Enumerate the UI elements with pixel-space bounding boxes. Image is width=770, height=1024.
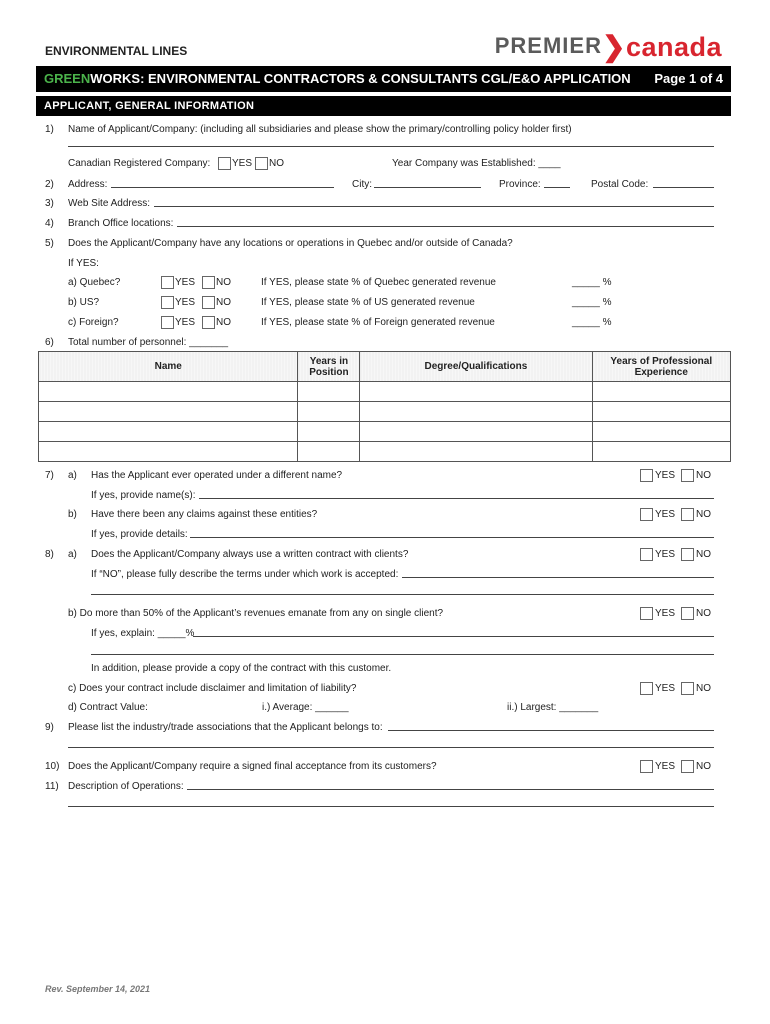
q10-label: Does the Applicant/Company require a signed final acceptance from its customers?: [68, 761, 437, 772]
branch-office-field[interactable]: [177, 226, 714, 227]
q10-yes-checkbox[interactable]: [640, 760, 653, 773]
q8b-label: b) Do more than 50% of the Applicant’s revenues emanate from any on single client?: [68, 608, 444, 619]
logo-swoosh-icon: ❯: [601, 31, 626, 62]
if-yes-label: If YES:: [68, 258, 99, 269]
us-yes-checkbox[interactable]: [161, 296, 174, 309]
contract-average-field[interactable]: i.) Average: ______: [262, 702, 349, 713]
contract-terms-field-2[interactable]: [91, 594, 714, 595]
applicant-name-field[interactable]: [68, 146, 714, 147]
quebec-yes-checkbox[interactable]: [161, 276, 174, 289]
branch-office-label: Branch Office locations:: [68, 218, 174, 229]
table-row: [39, 382, 731, 402]
claims-details-field[interactable]: [190, 537, 714, 538]
q11-label: Description of Operations:: [68, 781, 184, 792]
q8a-yes-checkbox[interactable]: [640, 548, 653, 561]
revision-date: Rev. September 14, 2021: [45, 984, 151, 994]
associations-field-2[interactable]: [68, 747, 714, 748]
foreign-pct-field[interactable]: _____ %: [572, 317, 612, 328]
q8c-yes-checkbox[interactable]: [640, 682, 653, 695]
q7b-label: Have there been any claims against these entities?: [91, 509, 318, 520]
city-field[interactable]: [374, 187, 481, 188]
year-established-field[interactable]: Year Company was Established: ____: [392, 158, 561, 169]
q8b-yes-checkbox[interactable]: [640, 607, 653, 620]
associations-field[interactable]: [388, 730, 714, 731]
city-label: City:: [352, 179, 372, 190]
q8c-no-checkbox[interactable]: [681, 682, 694, 695]
quebec-pct-field[interactable]: _____ %: [572, 277, 612, 288]
form-title-bar: [36, 66, 731, 92]
environmental-lines-label: ENVIRONMENTAL LINES: [45, 44, 188, 58]
postal-code-label: Postal Code:: [591, 179, 649, 190]
foreign-no-checkbox[interactable]: [202, 316, 215, 329]
table-row: [39, 442, 731, 462]
previous-names-field[interactable]: [199, 498, 714, 499]
col-years-position: Years in Position: [298, 352, 360, 382]
table-row: [39, 422, 731, 442]
form-title: GREENWORKS: ENVIRONMENTAL CONTRACTORS & CONSULTANTS CGL/E&O APPLICATION: [44, 71, 631, 86]
quebec-no-checkbox[interactable]: [202, 276, 215, 289]
q8b-no-checkbox[interactable]: [681, 607, 694, 620]
canadian-no-checkbox[interactable]: [255, 157, 268, 170]
q9-label: Please list the industry/trade associations that the Applicant belongs to:: [68, 722, 383, 733]
q8a-label: Does the Applicant/Company always use a written contract with clients?: [91, 549, 409, 560]
col-years-experience: Years of Professional Experience: [592, 352, 731, 382]
operations-field[interactable]: [187, 789, 714, 790]
q7a-yes-checkbox[interactable]: [640, 469, 653, 482]
q8a-no-checkbox[interactable]: [681, 548, 694, 561]
q5-label: Does the Applicant/Company have any locations or operations in Quebec and/or outside of Canada?: [68, 238, 513, 249]
col-degree: Degree/Qualifications: [360, 352, 592, 382]
page-indicator: Page 1 of 4: [654, 71, 723, 86]
website-field[interactable]: [154, 206, 714, 207]
address-label: Address:: [68, 179, 108, 190]
col-name: Name: [39, 352, 298, 382]
q8c-label: c) Does your contract include disclaimer and limitation of liability?: [68, 683, 357, 694]
total-personnel-field[interactable]: Total number of personnel: _______: [68, 337, 229, 348]
q1-number: 1): [45, 124, 54, 135]
canadian-registered-label: Canadian Registered Company:: [68, 158, 211, 169]
contract-largest-field[interactable]: ii.) Largest: _______: [507, 702, 599, 713]
province-field[interactable]: [544, 187, 570, 188]
table-row: [39, 402, 731, 422]
operations-field-2[interactable]: [68, 806, 714, 807]
q7b-yes-checkbox[interactable]: [640, 508, 653, 521]
single-client-explain-field[interactable]: If yes, explain: _____%: [91, 628, 195, 639]
canadian-yes-checkbox[interactable]: [218, 157, 231, 170]
us-no-checkbox[interactable]: [202, 296, 215, 309]
q1-label: Name of Applicant/Company: (including all subsidiaries and please show the primary/controlling policy holder first): [68, 124, 572, 135]
personnel-table: [38, 351, 731, 462]
q7b-no-checkbox[interactable]: [681, 508, 694, 521]
address-field[interactable]: [111, 187, 334, 188]
section-header: APPLICANT, GENERAL INFORMATION: [36, 96, 731, 116]
us-pct-field[interactable]: _____ %: [572, 297, 612, 308]
contract-terms-field[interactable]: [402, 577, 714, 578]
premier-canada-logo: PREMIER❯canada: [494, 31, 722, 62]
website-label: Web Site Address:: [68, 198, 151, 209]
foreign-yes-checkbox[interactable]: [161, 316, 174, 329]
contract-value-label: d) Contract Value:: [68, 702, 148, 713]
postal-code-field[interactable]: [653, 187, 714, 188]
q7a-no-checkbox[interactable]: [681, 469, 694, 482]
q10-no-checkbox[interactable]: [681, 760, 694, 773]
province-label: Province:: [499, 179, 541, 190]
q7a-label: Has the Applicant ever operated under a different name?: [91, 470, 343, 481]
